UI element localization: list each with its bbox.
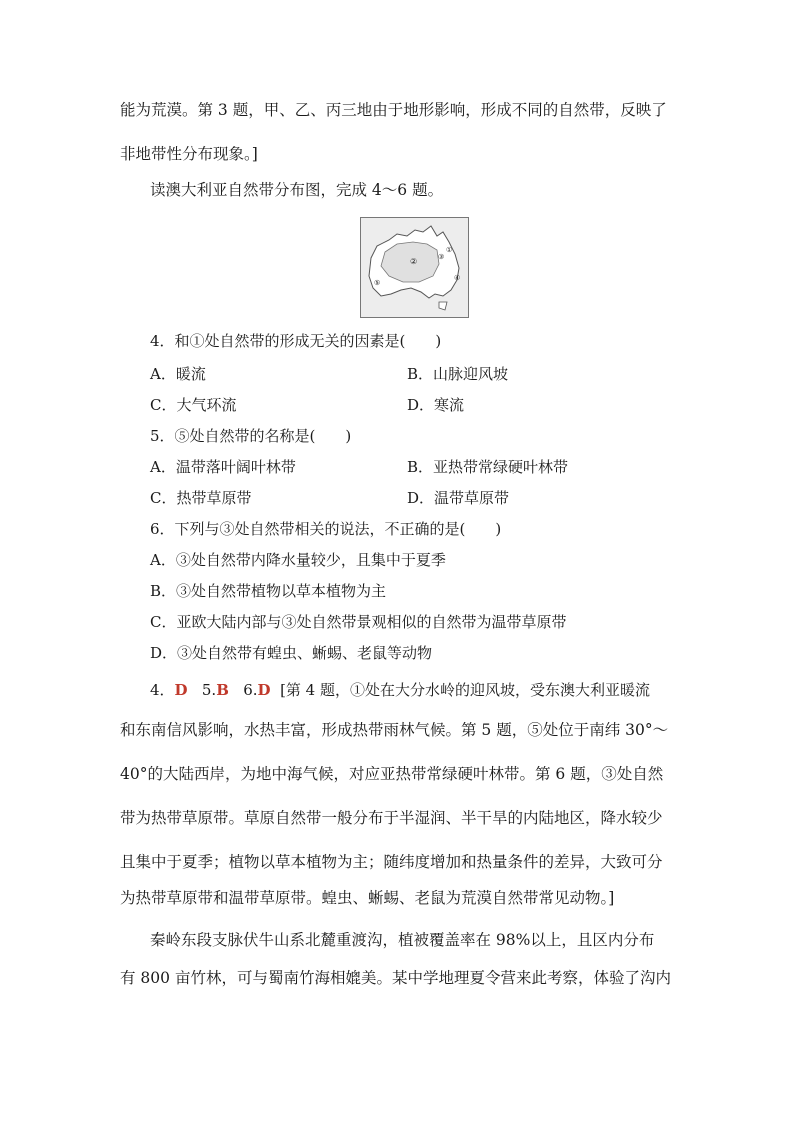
map-instruction: 读澳大利亚自然带分布图，完成 4～6 题。 [150,181,444,199]
answer-explanation-line-4: 带为热带草原带。草原自然带一般分布于半湿润、半干旱的内陆地区，降水较少 [120,809,663,827]
question-6-option-b: B．③处自然带植物以草本植物为主 [150,582,387,600]
answer-explanation-line-2: 和东南信风影响，水热丰富，形成热带雨林气候。第 5 题，⑤处位于南纬 30°～ [120,721,669,739]
question-6-option-c: C．亚欧大陆内部与③处自然带景观相似的自然带为温带草原带 [150,613,567,631]
question-4-option-c: C．大气环流 [150,396,237,414]
question-5-stem: 5．⑤处自然带的名称是( ) [150,427,352,445]
map-label-2: ② [410,257,418,266]
question-5-option-a: A．温带落叶阔叶林带 [150,458,296,476]
question-6-option-a: A．③处自然带内降水量较少，且集中于夏季 [150,551,446,569]
australia-map-figure [361,218,468,317]
answer-6-number: 6. [243,681,258,699]
answer-6-choice: D [257,681,271,699]
map-label-4: ④ [454,274,461,282]
intro-line-1: 能为荒漠。第 3 题，甲、乙、丙三地由于地形影响，形成不同的自然带，反映了 [120,101,667,119]
question-5-option-c: C．热带草原带 [150,489,252,507]
map-label-1: ① [446,246,453,254]
answer-4-number: 4． [150,681,175,699]
question-6-option-d: D．③处自然带有蝗虫、蜥蜴、老鼠等动物 [150,644,433,662]
intro-line-2: 非地带性分布现象。] [120,145,258,163]
answer-explanation-line-6: 为热带草原带和温带草原带。蝗虫、蜥蜴、老鼠为荒漠自然带常见动物。] [120,889,615,907]
answer-line-1 [150,679,650,700]
australia-natural-zone-map [360,217,469,318]
answer-4-choice: D [174,681,188,699]
answer-5-choice: B [216,681,229,699]
answer-explanation-start: [第 4 题，①处在大分水岭的迎风坡，受东澳大利亚暖流 [280,681,650,699]
question-5-option-b: B．亚热带常绿硬叶林带 [407,458,569,476]
question-4-option-d: D．寒流 [407,396,465,414]
question-4-option-b: B．山脉迎风坡 [407,365,509,383]
answer-explanation-line-3: 40°的大陆西岸，为地中海气候，对应亚热带常绿硬叶林带。第 6 题，③处自然 [120,765,664,783]
passage-line-2: 有 800 亩竹林，可与蜀南竹海相媲美。某中学地理夏令营来此考察，体验了沟内 [120,969,671,987]
question-5-option-d: D．温带草原带 [407,489,510,507]
map-label-3: ③ [438,253,445,261]
answer-explanation-line-5: 且集中于夏季；植物以草本植物为主；随纬度增加和热量条件的差异，大致可分 [120,853,663,871]
question-4-option-a: A．暖流 [150,365,206,383]
answer-5-number: 5. [201,681,217,699]
question-6-stem: 6．下列与③处自然带相关的说法，不正确的是( ) [150,520,502,538]
passage-line-1: 秦岭东段支脉伏牛山系北麓重渡沟，植被覆盖率在 98%以上，且区内分布 [150,931,655,949]
map-label-5: ⑤ [374,279,381,287]
question-4-stem: 4．和①处自然带的形成无关的因素是( ) [150,332,442,350]
